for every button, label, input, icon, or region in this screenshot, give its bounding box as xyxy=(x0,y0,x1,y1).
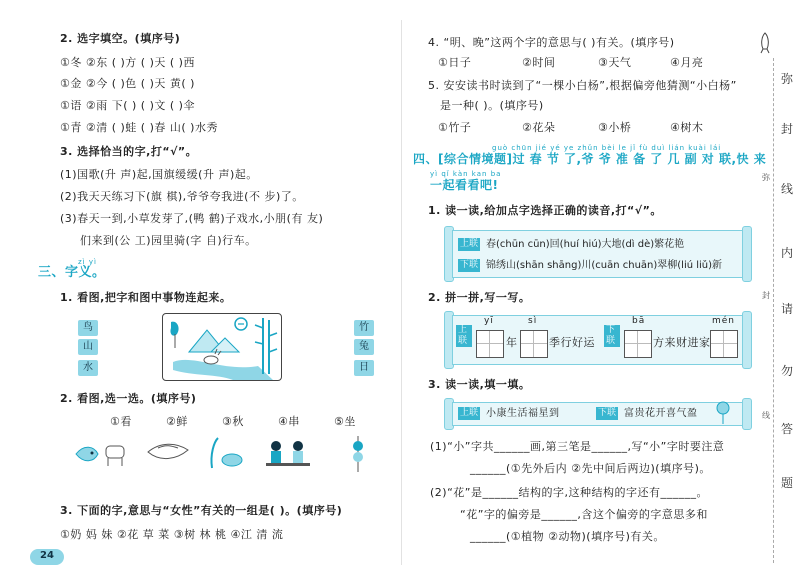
p1-title: 1. 看图,把字和图中事物连起来。 xyxy=(60,291,232,304)
scroll-rod-right xyxy=(742,226,752,282)
q3-row-2: (2)我天天练习下(旗 棋),爷爷夸我进(不 步)了。 xyxy=(60,190,304,203)
children-sitting-icon xyxy=(266,441,310,466)
chip-rabbit: 兔 xyxy=(354,339,374,355)
couplet-3-shang: 小康生活福星到 xyxy=(486,408,560,419)
seal-dashed-line xyxy=(773,58,774,563)
skewer-icon xyxy=(353,436,363,472)
r3-line-5: ______(①植物 ②动物)(填序号)有关。 xyxy=(470,530,665,543)
rocket-icon xyxy=(757,32,773,54)
q4-opt-3: ③天气 xyxy=(598,56,632,69)
couplet-1-xia: 锦绣山(shān shāng)川(cuān chuān)翠柳(liú liǔ)新 xyxy=(486,260,723,271)
flower-icon xyxy=(708,398,738,424)
seal-mark-1: 弥 xyxy=(762,173,770,182)
q4-opt-4: ④月亮 xyxy=(670,56,704,69)
pinyin-ba: bā xyxy=(632,316,646,326)
q5-text-a: 5. 安安读书时读到了“一棵小白杨”,根据偏旁他猜测“小白杨” xyxy=(428,79,737,92)
scroll-rod-right-2 xyxy=(742,311,752,369)
chip-bird: 鸟 xyxy=(78,320,98,336)
side-char-1: 弥 xyxy=(781,72,794,86)
hand-eye-icon xyxy=(148,444,188,458)
q4-text: 4. “明、晚”这两个字的意思与( )有关。(填序号) xyxy=(428,36,675,49)
pinyin-si: sì xyxy=(528,316,538,326)
sec4-pinyin: guò chūn jié yé ye zhǔn bèi le jǐ fù duì lián kuài lái xyxy=(492,144,722,152)
couplet-1-shang-tag: 上联 xyxy=(460,239,479,249)
chip-sun: 日 xyxy=(354,360,374,376)
seal-mark-3: 线 xyxy=(762,411,770,420)
couplet-2-text-3: 方来财进家 xyxy=(653,336,711,349)
q3-row-3: (3)春天一到,小草发芽了,(鸭 鹤)子戏水,小朋(有 友) xyxy=(60,212,324,225)
q2-row-2: ①金 ②今 ( )色 ( )天 黄( ) xyxy=(60,77,195,90)
r3-line-1: (1)“小”字共______画,第三笔是______,写“小”字时要注意 xyxy=(430,440,725,453)
r2-title: 2. 拼一拼,写一写。 xyxy=(428,291,531,304)
r1-title: 1. 读一读,给加点字选择正确的读音,打“√”。 xyxy=(428,204,662,217)
q5-text-b: 是一种( )。(填序号) xyxy=(440,99,544,112)
q2-row-4: ①青 ②清 ( )蛙 ( )春 山( )水秀 xyxy=(60,121,218,134)
side-char-5: 请 xyxy=(781,302,794,316)
scene-picture xyxy=(162,313,282,381)
q4-opt-1: ①日子 xyxy=(438,56,472,69)
q5-opt-4: ④树木 xyxy=(670,121,704,134)
page-number: 24 xyxy=(40,550,54,561)
chip-water: 水 xyxy=(78,360,98,376)
write-box-4[interactable] xyxy=(710,330,738,358)
q5-opt-3: ③小桥 xyxy=(598,121,632,134)
q2-title: 2. 选字填空。(填序号) xyxy=(60,32,181,45)
q2-row-3: ①语 ②雨 下( ) ( )文 ( )伞 xyxy=(60,99,195,112)
write-box-3[interactable] xyxy=(624,330,652,358)
couplet-2-down-tag: 下联 xyxy=(604,325,620,347)
r3-line-3: (2)“花”是______结构的字,这种结构的字还有______。 xyxy=(430,486,708,499)
side-char-3: 线 xyxy=(781,182,794,196)
write-box-2[interactable] xyxy=(520,330,548,358)
couplet-2-up-tag: 上联 xyxy=(456,325,472,347)
p2-opt-1: ①看 xyxy=(110,415,132,428)
r3-line-2: ______(①先外后内 ②先中间后两边)(填序号)。 xyxy=(470,462,711,475)
chip-bamboo: 竹 xyxy=(354,320,374,336)
q2-row-1: ①冬 ②东 ( )方 ( )天 ( )西 xyxy=(60,56,195,69)
couplet-2-text-2: 季行好运 xyxy=(549,336,595,349)
couplet-3-xia: 富贵花开喜气盈 xyxy=(624,408,698,419)
write-box-1[interactable] xyxy=(476,330,504,358)
page-number-badge xyxy=(30,549,64,565)
scroll-rod-right-3 xyxy=(742,398,752,430)
sec4-title-2: 一起看看吧! xyxy=(430,178,499,192)
sec4-title: 四、[综合情境题]过 春 节 了,爷 爷 准 备 了 几 副 对 联,快 来 xyxy=(413,152,767,166)
side-char-4: 内 xyxy=(781,246,794,260)
p2-pictures xyxy=(72,434,372,474)
sec3-pinyin: zì yì xyxy=(78,258,97,266)
seal-mark-2: 封 xyxy=(762,291,770,300)
sec3-title: 三、字义。 xyxy=(38,265,106,280)
p2-opt-4: ④串 xyxy=(278,415,300,428)
p2-opt-5: ⑤坐 xyxy=(334,415,356,428)
couplet-1-shang: 春(chūn cūn)回(huí hiú)大地(dì dè)繁花艳 xyxy=(486,239,685,250)
side-char-2: 封 xyxy=(781,122,794,136)
sec4-pinyin-2: yì qǐ kàn kan ba xyxy=(430,170,502,178)
grain-bird-icon xyxy=(211,438,242,468)
couplet-1-xia-tag: 下联 xyxy=(460,260,479,270)
p3-title: 3. 下面的字,意思与“女性”有关的一组是( )。(填序号) xyxy=(60,504,343,517)
side-char-8: 题 xyxy=(781,476,794,490)
q3-row-4: 们来到(公 工)园里骑(字 自)行车。 xyxy=(80,234,257,247)
couplet-3-shang-tag: 上联 xyxy=(460,408,479,418)
chip-mountain: 山 xyxy=(78,339,98,355)
r3-line-4: “花”字的偏旁是______,含这个偏旁的字意思多和 xyxy=(460,508,708,521)
q3-title: 3. 选择恰当的字,打“√”。 xyxy=(60,145,198,158)
pinyin-men: mén xyxy=(712,316,736,326)
center-fold xyxy=(401,20,402,565)
couplet-2-text-1: 年 xyxy=(506,336,518,349)
q5-opt-2: ②花朵 xyxy=(522,121,556,134)
q4-opt-2: ②时间 xyxy=(522,56,556,69)
p3-options: ①奶 妈 妹 ②花 草 菜 ③树 林 桃 ④江 清 流 xyxy=(60,528,284,541)
q5-opt-1: ①竹子 xyxy=(438,121,472,134)
p2-opt-3: ③秋 xyxy=(222,415,244,428)
couplet-3-xia-tag: 下联 xyxy=(598,408,617,418)
side-char-6: 勿 xyxy=(781,364,794,378)
p2-title: 2. 看图,选一选。(填序号) xyxy=(60,392,197,405)
scene-illustration xyxy=(163,314,281,380)
pinyin-yi: yī xyxy=(484,316,494,326)
q3-row-1: (1)国歌(升 声)起,国旗缓缓(升 声)起。 xyxy=(60,168,258,181)
r3-title: 3. 读一读,填一填。 xyxy=(428,378,531,391)
p2-opt-2: ②鲜 xyxy=(166,415,188,428)
fish-goat-icon xyxy=(76,446,124,466)
side-char-7: 答 xyxy=(781,422,794,436)
